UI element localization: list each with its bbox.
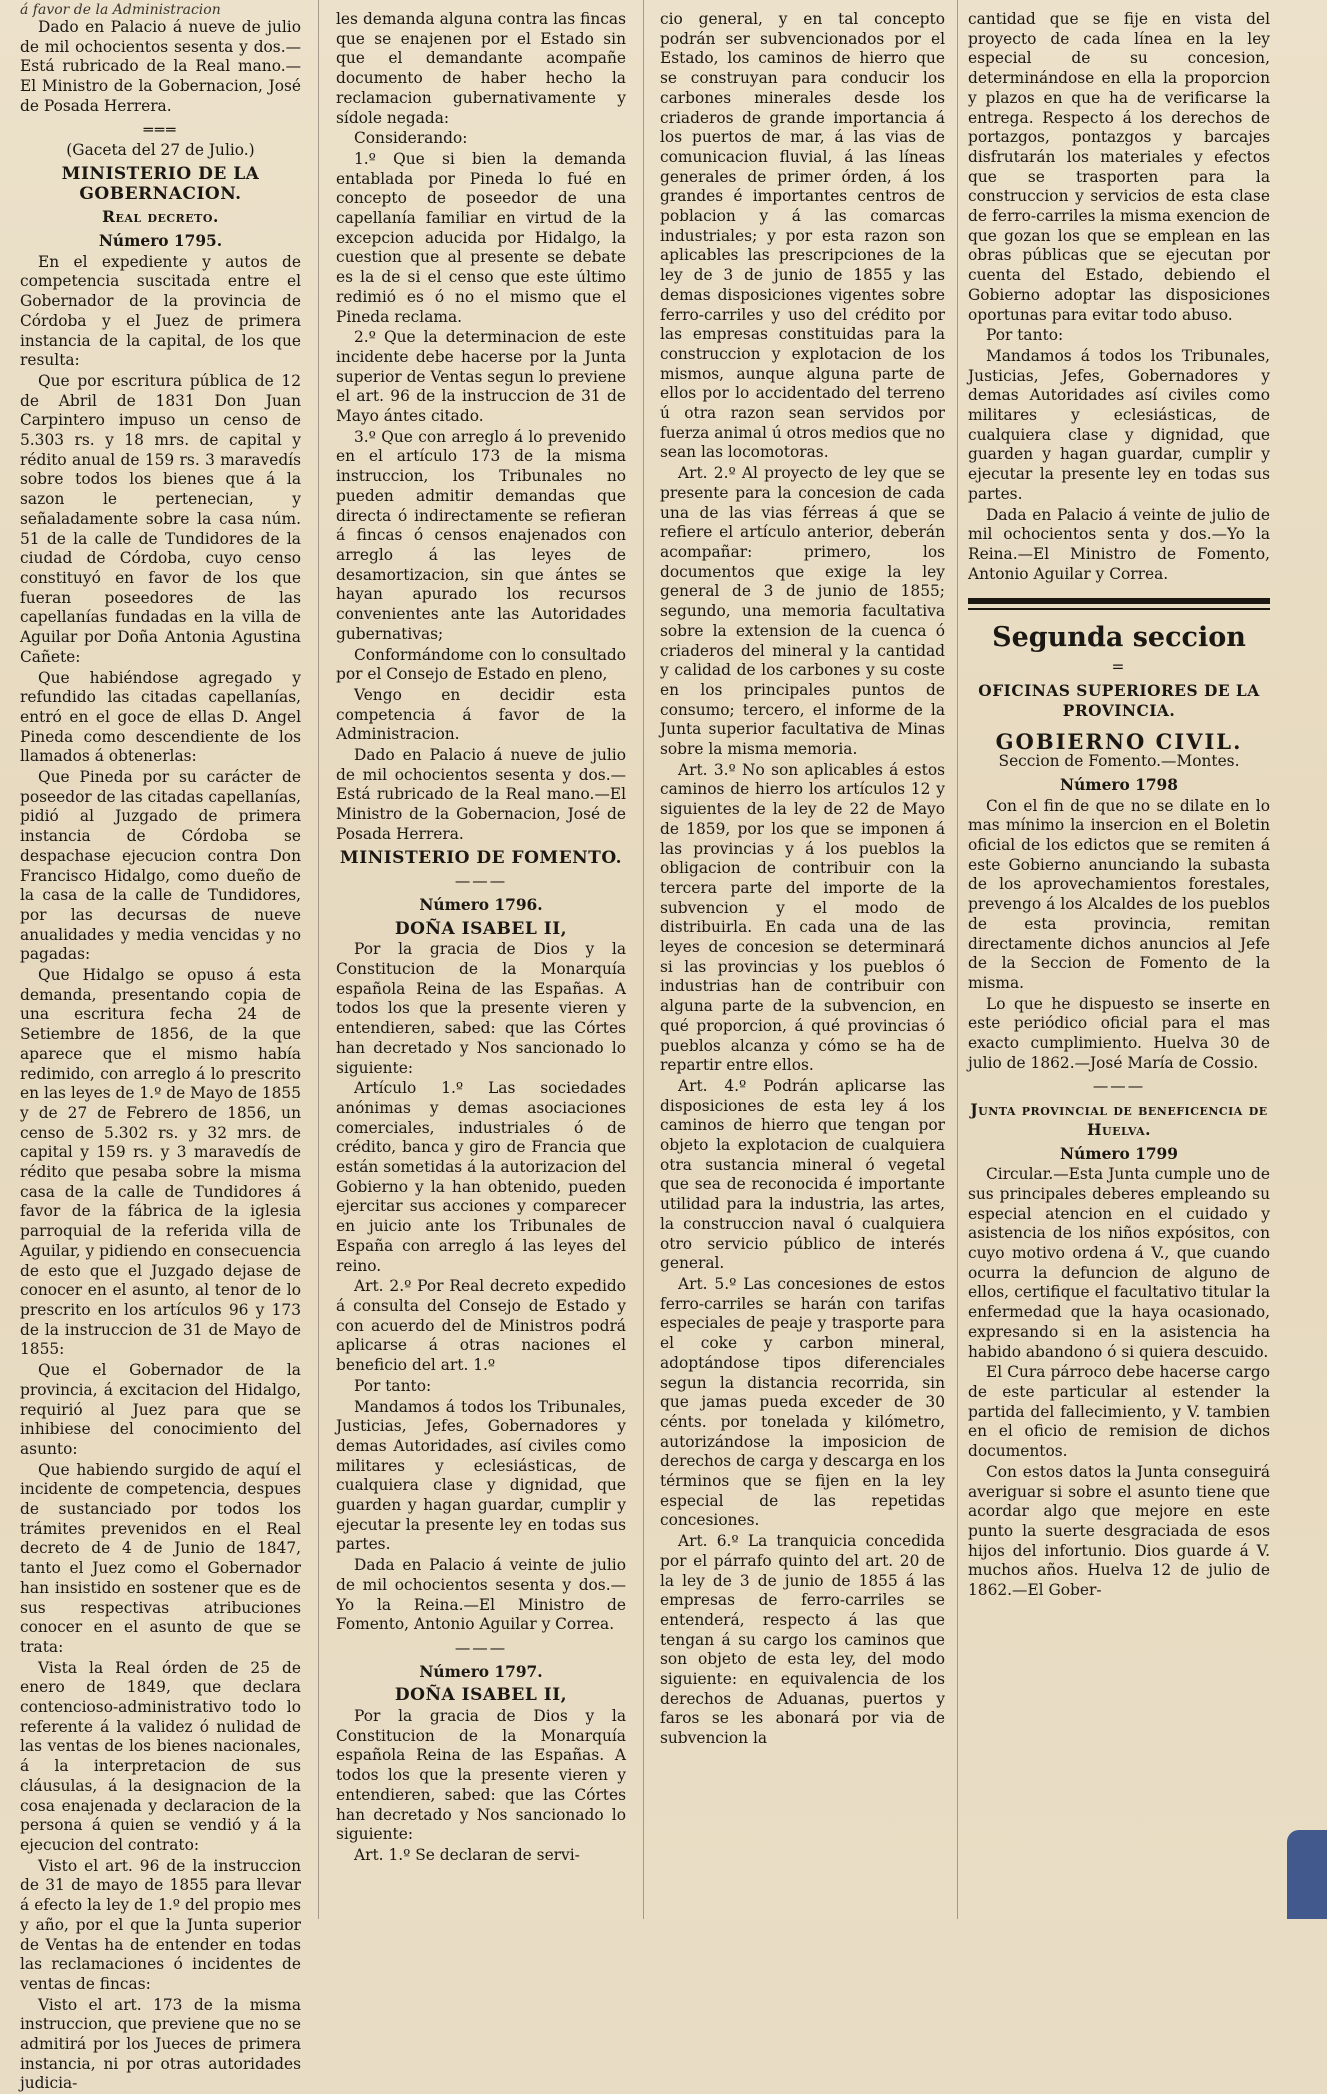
- paragraph: Art. 2.º Por Real decreto expedido á consulta del Consejo de Estado y con acuerdo del de Ministros podrá aplicarse á otras naciones el beneficio del art. 1.º: [336, 1277, 626, 1375]
- paragraph: 2.º Que la determinacion de este incidente debe hacerse por la Junta superior de Ventas segun lo previene el art. 96 de la instruccion de 31 de Mayo ántes citado.: [336, 328, 627, 426]
- paragraph: Mandamos á todos los Tribunales, Justicias, Jefes, Gobernadores y demas Autoridades así civiles como militares y eclesiásticas, de cualquiera clase y dignidad, que guarden y hagan guardar, cumplir y ejecutar la presente ley en todas sus partes.: [968, 346, 1270, 503]
- separator: ———: [1092, 1077, 1146, 1096]
- paragraph: Que por escritura pública de 12 de Abril de 1831 Don Juan Carpintero impuso un censo de 5.303 rs. y 18 mrs. de capital y rédito anual de 159 rs. 3 maravedís sobre todos los bienes que á la sazon le pertenecian, y señaladamente sobre la casa núm. 51 de la calle de Tundidores de la ciudad de Córdoba, cuyo censo constituyó en favor de los que fueran poseedores de las capellanías fundadas en la villa de Aguilar por Doña Antonia Agustina Cañete:: [20, 371, 301, 666]
- item-number: Número 1795.: [98, 232, 223, 251]
- item-number: Número 1796.: [419, 895, 543, 914]
- running-text-top: á favor de la Administracion: [20, 2, 221, 18]
- section-title: Segunda seccion: [992, 622, 1246, 654]
- paragraph: Art. 1.º Se declaran de servi-: [354, 1845, 580, 1864]
- section-rule: [968, 598, 1270, 604]
- column-1: [20, 18, 301, 2093]
- paragraph: Visto el art. 96 de la instruccion de 31 de mayo de 1855 para llevar á efecto la ley de 1.º del propio mes y año, por el que la Junta superior de Ventas ha de entender en todas las reclamaciones ó incidentes de ventas de fincas:: [20, 1856, 301, 1993]
- column-rule: [957, 0, 958, 1919]
- paragraph: les demanda alguna contra las fincas que se enajenen por el Estado sin que el demandante acompañe documento de haber hecho la reclamacion gubernativamente y sídole negada:: [336, 10, 626, 127]
- paragraph: Art. 4.º Podrán aplicarse las disposiciones de esta ley á los caminos de hierro que tengan por objeto la explotacion de cualquiera otra sustancia mineral ó vegetal que sea de reconocida é importante utilidad para la industria, las artes, la construccion naval ó cualquiera otro servicio público de interés general.: [660, 1076, 945, 1273]
- paragraph: Que Hidalgo se opuso á esta demanda, presentando copia de una escritura fecha 24 de Setiembre de 1856, de la que aparece que el mismo había redimido, con arreglo á lo prescrito en las leyes de 1.º de Mayo de 1855 y de 27 de Febrero de 1856, un censo de 5.302 rs. y 32 mrs. de capital y 159 rs. y 3 maravedís de rédito que pesaba sobre la misma casa de la calle de Tundidores á favor de la fábrica de la iglesia parroquial de la referida villa de Aguilar, y pidiendo en consecuencia de esto que el Juzgado dejase de conocer en el asunto, al tenor de lo prescrito en los artículos 96 y 173 de la instruccion de 31 de Mayo de 1855:: [20, 966, 301, 1359]
- column-4: [968, 10, 1270, 1900]
- gaceta-reference: (Gaceta del 27 de Julio.): [66, 141, 255, 160]
- paragraph: Mandamos á todos los Tribunales, Justicias, Jefes, Gobernadores y demas Autoridades, así civiles como militares y eclesiásticas, de cualquiera clase y dignidad, que guarden y hagan guardar, cumplir y ejecutar la presente ley en todas sus partes.: [336, 1397, 626, 1554]
- paragraph: Que habiendo surgido de aquí el incidente de competencia, despues de sustanciado por todos los trámites prevenidos en el Real decreto de 4 de Junio de 1847, tanto el Juez como el Gobernador han insistido en sostener que es de sus respectivas atribuciones conocer en el asunto de que se trata:: [20, 1460, 301, 1656]
- separator: ———: [454, 1638, 508, 1657]
- separator: ═══: [143, 120, 178, 139]
- paragraph: cio general, y en tal concepto podrán ser subvencionados por el Estado, los caminos de hierro que se construyan para conducir los carbones minerales desde los criaderos de grande importancia á los puertos de mar, á las vias de comunicacion fluvial, á las líneas generales de primer órden, á los grandes é importantes centros de poblacion y á las comarcas industriales; y por esta razon son aplicables las prescripciones de la ley de 3 de junio de 1855 y las demas disposiciones vigentes sobre ferro-carriles y uso del crédito por las empresas constituidas para la construccion y explotacion de los mismos, aunque alguna parte de ellos por lo accidentado del terreno ú otra razon sean servidos por fuerza animal ú otros medios que no sean las locomotoras.: [660, 10, 945, 462]
- paragraph: Por la gracia de Dios y la Constitucion de la Monarquía española Reina de las Españas. A todos los que la presente vieren y entendieren, sabed: que las Córtes han decretado y Nos sancionado lo siguiente:: [336, 1707, 626, 1844]
- gobierno-heading: GOBIERNO CIVIL.: [995, 728, 1243, 754]
- paragraph: Visto el art. 173 de la misma instruccion, que previene que no se admitirá por los Jueces de primera instancia, ni por otras autoridades judicia-: [20, 1995, 301, 2093]
- paragraph: Con estos datos la Junta conseguirá averiguar si sobre el asunto tiene que acordar algo que mejore en este punto la suerte desgraciada de esos hijos del infortunio. Dios guarde á V. muchos años. Huelva 12 de julio de 1862.—El Gober-: [968, 1462, 1270, 1600]
- section-rule: [968, 608, 1270, 610]
- queen-heading: DOÑA ISABEL II,: [394, 1685, 568, 1706]
- paragraph: Art. 3.º No son aplicables á estos caminos de hierro los artículos 12 y siguientes de la ley de 22 de Mayo de 1859, por los que se imponen á las provincias y á los pueblos la obligacion de contribuir con la tercera parte del importe de la subvencion y el modo de distribuirla. En cada una de las leyes de concesion se determinará si las provincias y los pueblos ó industrias han de contribuir con alguna parte de la subvencion, en qué proporcion, á qué provincias ó pueblos alcanza y cómo se ha de repartir entre ellos.: [660, 760, 945, 1075]
- offices-heading: OFICINAS SUPERIORES DE LA PROVINCIA.: [978, 682, 1260, 720]
- decree-heading: Real decreto.: [102, 208, 219, 227]
- paragraph: Considerando:: [354, 129, 468, 148]
- column-3: [660, 10, 945, 1900]
- separator: =: [1111, 658, 1127, 677]
- junta-heading: Junta provincial de beneficencia de Huelva.: [970, 1101, 1268, 1139]
- paragraph: Vengo en decidir esta competencia á favor de la Administracion.: [336, 685, 626, 744]
- paragraph: Dado en Palacio á nueve de julio de mil ochocientos sesenta y dos.—Está rubricado de la Real mano.—El Ministro de la Gobernacion, José de Posada Herrera.: [336, 746, 626, 843]
- paragraph: Artículo 1.º Las sociedades anónimas y demas asociaciones comerciales, industriales ó de crédito, banca y giro de Francia que están sometidas á la autorizacion del Gobierno y la han obtenido, pueden ejercitar sus acciones y comparecer en juicio ante los Tribunales de España con arreglo á las leyes del reino.: [336, 1079, 626, 1275]
- paragraph: Art. 5.º Las concesiones de estos ferro-carriles se harán con tarifas especiales de peaje y trasporte para el coke y carbon mineral, adoptándose tipos diferenciales segun la distancia recorrida, sin que jamas pueda exceder de 30 cénts. por tonelada y kilómetro, autorizándose la imposicion de derechos de carga y descarga en los términos que se fijen en la ley especial de las repetidas concesiones.: [660, 1275, 945, 1530]
- column-2: [336, 10, 626, 1900]
- paragraph: Por la gracia de Dios y la Constitucion de la Monarquía española Reina de las Españas. A todos los que la presente vieren y entendieren, sabed: que las Córtes han decretado y Nos sancionado lo siguiente:: [336, 940, 626, 1077]
- item-number: Número 1799: [1060, 1144, 1178, 1163]
- paragraph: Que el Gobernador de la provincia, á excitacion del Hidalgo, requirió al Juez para que se inhibiese del conocimiento del asunto:: [20, 1361, 301, 1458]
- paragraph: Con el fin de que no se dilate en lo mas mínimo la insercion en el Boletin oficial de los edictos que se remiten á este Gobierno anunciando la subasta de los aprovechamientos forestales, prevengo á los Alcaldes de los pueblos de esta provincia, remitan directamente dichos anuncios al Jefe de la Seccion de Fomento de la misma.: [968, 796, 1270, 992]
- paragraph: Que habiéndose agregado y refundido las citadas capellanías, entró en el goce de ellas D. Angel Pineda como descendiente de los llamados á obtenerlas:: [20, 668, 301, 766]
- paragraph: Por tanto:: [354, 1376, 432, 1395]
- paragraph: Conformándome con lo consultado por el Consejo de Estado en pleno,: [336, 645, 626, 684]
- separator: ———: [454, 872, 508, 891]
- paragraph: Lo que he dispuesto se inserte en este periódico oficial para el mas exacto cumplimiento. Huelva 30 de julio de 1862.—José María de Cossio.: [968, 994, 1270, 1072]
- paragraph: En el expediente y autos de competencia suscitada entre el Gobernador de la provincia de Córdoba y el Juez de primera instancia de la capital, de los que resulta:: [20, 252, 301, 370]
- paragraph: cantidad que se fije en vista del proyecto de cada línea en la ley especial de su concesion, determinándose en ella la proporcion y plazos en que ha de verificarse la entrega. Respecto á los derechos de portazgos, pontazgos y barcajes disfrutarán los materiales y efectos que se trasporten para la construccion y servicios de esta clase de ferro-carriles la misma exencion de que gozan los que se emplean en las obras públicas que se ejecutan por cuenta del Estado, debiendo el Gobierno adoptar las disposiciones oportunas para evitar todo abuso.: [968, 10, 1270, 324]
- paragraph: Circular.—Esta Junta cumple uno de sus principales deberes empleando su especial atencion en el cuidado y asistencia de los niños expósitos, con cuyo motivo ordena á V., que cuando ocurra la defuncion de alguno de ellos, certifique el facultativo titular la enfermedad que la haya ocasionado, expresando si en la asistencia ha habido abandono ó si quiera descuido.: [968, 1165, 1270, 1361]
- closing-paragraph: Dado en Palacio á nueve de julio de mil ochocientos sesenta y dos.—Está rubricado de la Real mano.—El Ministro de la Gobernacion, José de Posada Herrera.: [20, 18, 301, 115]
- paragraph: 3.º Que con arreglo á lo prevenido en el artículo 173 de la misma instruccion, los Tribunales no pueden admitir demandas que directa ó indirectamente se refieran á fincas ó censos enajenados con arreglo á las leyes de desamortizacion, sin que ántes se hayan apurado los recursos convenientes ante las Autoridades gubernativas;: [336, 427, 626, 643]
- item-number: Número 1797.: [419, 1662, 543, 1681]
- column-rule: [643, 0, 644, 1919]
- paragraph: El Cura párroco debe hacerse cargo de este particular al estender la partida del fallecimiento, y V. tambien en el oficio de remision de dichos documentos.: [968, 1363, 1270, 1461]
- paragraph: Por tanto:: [986, 326, 1064, 345]
- ministry-heading: MINISTERIO DE FOMENTO.: [339, 847, 623, 868]
- column-rule: [318, 0, 319, 1919]
- seccion-heading: Seccion de Fomento.—Montes.: [998, 752, 1240, 771]
- queen-heading: DOÑA ISABEL II,: [394, 918, 568, 939]
- paragraph: Vista la Real órden de 25 de enero de 1849, que declara contencioso-administrativo todo lo referente á la validez ó nulidad de las ventas de los bienes nacionales, á la interpretacion de sus cláusulas, á la designacion de la cosa enajenada y declaracion de la persona á quien se vendió y á la ejecucion del contrato:: [20, 1658, 301, 1854]
- page-edge-tab: [1287, 1830, 1327, 1919]
- paragraph: Art. 2.º Al proyecto de ley que se presente para la concesion de cada una de las vias férreas á que se refiere el artículo anterior, deberán acompañar: primero, los documentos que exige la ley general de 3 de junio de 1855; segundo, una memoria facultativa sobre la extension de la cuenca ó criaderos del mineral y la cantidad y calidad de los carbones y su coste en los principales puntos de consumo; tercero, el informe de la Junta superior facultativa de Minas sobre la misma memoria.: [660, 464, 945, 759]
- paragraph: Art. 6.º La tranquicia concedida por el párrafo quinto del art. 20 de la ley de 3 de junio de 1855 á las empresas de ferro-carriles se entenderá, respecto á las que tengan á su cargo los caminos que son objeto de esta ley, del modo siguiente: en equivalencia de los derechos de Aduanas, puertos y faros se les abonará por via de subvencion la: [660, 1532, 945, 1748]
- ministry-heading: MINISTERIO DE LA GOBERNACION.: [61, 163, 260, 204]
- paragraph: Dada en Palacio á veinte de julio de mil ochocientos senta y dos.—Yo la Reina.—El Ministro de Fomento, Antonio Aguilar y Correa.: [968, 505, 1270, 583]
- paragraph: Que Pineda por su carácter de poseedor de las citadas capellanías, pidió al Juzgado de primera instancia de Córdoba se despachase ejecucion contra Don Francisco Hidalgo, como dueño de la casa de la calle de Tundidores, por las decursas de nueve anualidades y media vencidas y no pagadas:: [20, 768, 301, 964]
- paragraph: 1.º Que si bien la demanda entablada por Pineda lo fué en concepto de poseedor de una capellanía familiar en virtud de la excepcion aducida por Hidalgo, la cuestion que al presente se debate es la de si el censo que este último redimió es ó no el mismo que el Pineda reclama.: [336, 149, 626, 326]
- paragraph: Dada en Palacio á veinte de julio de mil ochocientos sesenta y dos.—Yo la Reina.—El Ministro de Fomento, Antonio Aguilar y Correa.: [336, 1556, 626, 1634]
- item-number: Número 1798: [1060, 775, 1178, 794]
